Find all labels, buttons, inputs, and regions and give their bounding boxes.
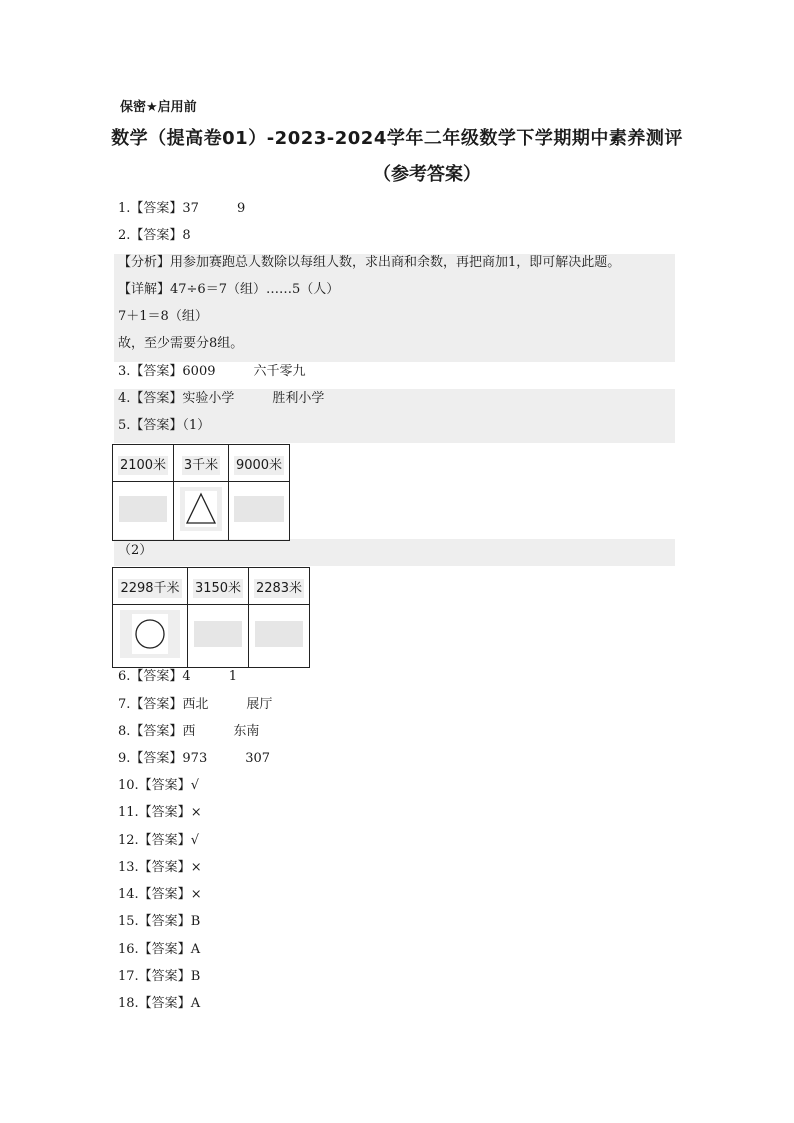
answer-3: 3.【答案】6009 六千零九 — [118, 364, 306, 379]
table1-cell-2 — [174, 482, 229, 541]
answer-17: 17.【答案】B — [118, 969, 201, 984]
page-title: 数学（提高卷01）-2023-2024学年二年级数学下学期期中素养测评 — [111, 128, 683, 149]
table1-header-2: 3千米 — [174, 445, 229, 482]
table1-cell-1 — [113, 482, 174, 541]
triangle-icon — [180, 487, 222, 531]
detail: 【详解】47÷6＝7（组）……5（人） — [118, 282, 340, 297]
answer-10: 10.【答案】√ — [118, 778, 199, 793]
table2-header-1: 2298千米 — [113, 568, 188, 605]
answer-1: 1.【答案】37 9 — [118, 201, 246, 216]
table2-cell-3 — [249, 605, 310, 668]
answer-12: 12.【答案】√ — [118, 833, 199, 848]
answer-2: 2.【答案】8 — [118, 228, 191, 243]
answer-8: 8.【答案】西 东南 — [118, 724, 260, 739]
secret-label: 保密★启用前 — [120, 100, 197, 115]
answer-13: 13.【答案】× — [118, 860, 202, 875]
table2-header-2: 3150米 — [188, 568, 249, 605]
table1-header-1: 2100米 — [113, 445, 174, 482]
answer-11: 11.【答案】× — [118, 805, 202, 820]
table2-cell-2 — [188, 605, 249, 668]
conclusion: 故，至少需要分8组。 — [118, 336, 244, 351]
answer-5-part-2: （2） — [118, 543, 153, 558]
table1-header-3: 9000米 — [229, 445, 290, 482]
answer-15: 15.【答案】B — [118, 914, 201, 929]
page-subtitle: （参考答案） — [373, 164, 481, 185]
answer-16: 16.【答案】A — [118, 942, 201, 957]
answer-7: 7.【答案】西北 展厅 — [118, 697, 273, 712]
answer-5-table-2 — [112, 567, 310, 668]
answer-5: 5.【答案】（1） — [118, 418, 211, 433]
circle-icon — [120, 610, 180, 658]
answer-6: 6.【答案】4 1 — [118, 669, 237, 684]
table2-cell-1 — [113, 605, 188, 668]
q5-part2-shade — [114, 539, 675, 566]
answer-14: 14.【答案】× — [118, 887, 202, 902]
analysis: 【分析】用参加赛跑总人数除以每组人数，求出商和余数，再把商加1，即可解决此题。 — [118, 255, 621, 270]
answer-18: 18.【答案】A — [118, 996, 201, 1011]
answer-5-table-1 — [112, 444, 290, 541]
table1-cell-3 — [229, 482, 290, 541]
detail-step: 7＋1＝8（组） — [118, 309, 208, 324]
answer-9: 9.【答案】973 307 — [118, 751, 271, 766]
answer-4: 4.【答案】实验小学 胜利小学 — [118, 391, 325, 406]
table2-header-3: 2283米 — [249, 568, 310, 605]
